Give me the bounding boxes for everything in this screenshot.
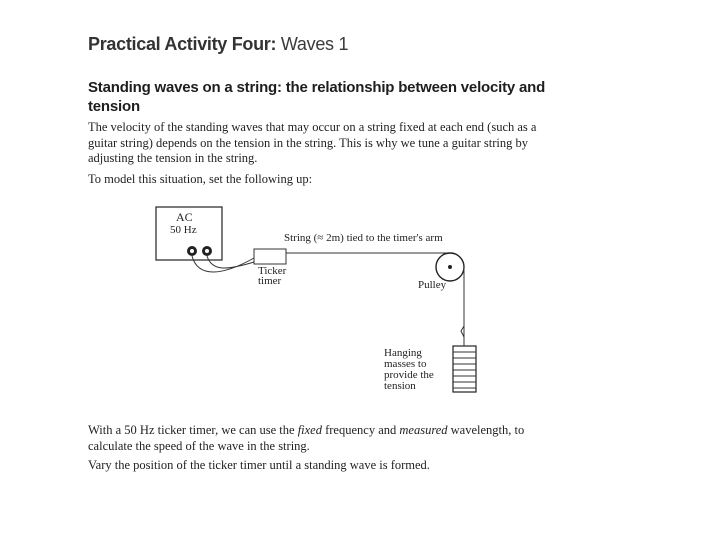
string-label: String (≈ 2m) tied to the timer's arm — [284, 232, 443, 244]
ticker-timer — [254, 249, 286, 264]
ticker-label-line1: Ticker — [258, 265, 287, 277]
title-bold: Practical Activity Four: — [88, 34, 277, 54]
pulley-label: Pulley — [418, 279, 447, 291]
setup-paragraph: To model this situation, set the following up: — [88, 172, 313, 186]
p3-measured: measured — [399, 423, 448, 437]
terminal-right-hole — [205, 249, 209, 253]
intro-paragraph: The velocity of the standing waves that may occur on a string fixed at each end (such as a guitar string) depends on the tension in the string. This is why we tune a guitar string by adjusting the tension in the string. — [88, 120, 537, 165]
terminal-left-hole — [190, 249, 194, 253]
title-rest: Waves 1 — [276, 34, 349, 54]
ticker-label-line2: timer — [258, 275, 282, 287]
masses-label-line4: tension — [384, 380, 416, 392]
p3-part-b: frequency and — [321, 423, 400, 437]
frequency-label: 50 Hz — [170, 224, 197, 236]
p3-part-c: wavelength, to calculate the speed of the wave in the string. — [88, 423, 525, 453]
masses-label-line2: masses to — [384, 358, 427, 370]
section-heading: Standing waves on a string: the relationship between velocity and tension — [88, 79, 546, 115]
page-title — [88, 34, 348, 55]
ac-label: AC — [176, 210, 193, 224]
hanging-masses — [453, 346, 476, 392]
p3-fixed: fixed — [297, 423, 322, 437]
masses-label-line3: provide the — [384, 369, 434, 381]
p3-part-a: With a 50 Hz ticker timer, we can use the — [88, 423, 298, 437]
instruction-paragraph: Vary the position of the ticker timer until a standing wave is formed. — [88, 458, 430, 472]
pulley-axle — [448, 265, 452, 269]
masses-label-line1: Hanging — [384, 347, 422, 359]
calculation-paragraph — [88, 423, 562, 454]
wire-1 — [192, 256, 254, 272]
apparatus-diagram — [150, 200, 480, 400]
